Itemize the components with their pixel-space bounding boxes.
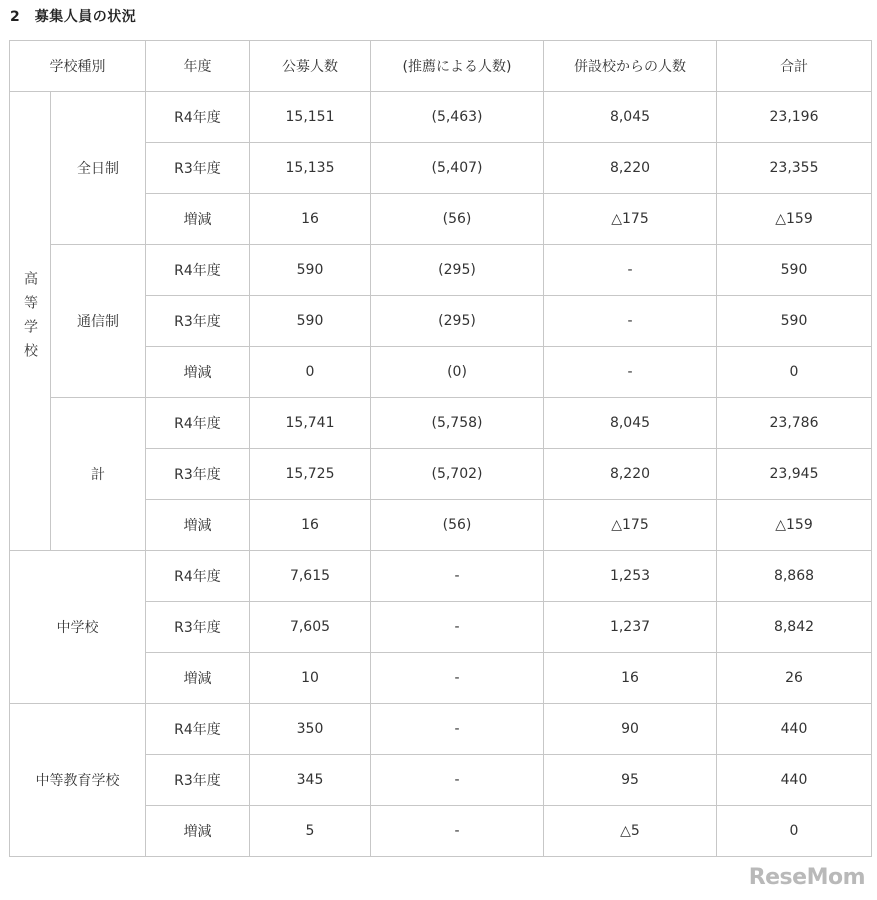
cell-total: △159 xyxy=(717,194,872,245)
cell-heisetsu: 16 xyxy=(544,653,717,704)
table-row xyxy=(10,704,872,755)
cell-total: 26 xyxy=(717,653,872,704)
cell-kobo: 16 xyxy=(250,194,371,245)
cell-year: 増減 xyxy=(146,347,250,398)
cell-kobo: 16 xyxy=(250,500,371,551)
cell-year: R4年度 xyxy=(146,704,250,755)
cell-kobo: 590 xyxy=(250,245,371,296)
cell-year: 増減 xyxy=(146,500,250,551)
cell-kobo: 10 xyxy=(250,653,371,704)
group-kei: 計 xyxy=(51,398,146,551)
cell-total: 590 xyxy=(717,245,872,296)
cell-total: 440 xyxy=(717,704,872,755)
cell-suisen: - xyxy=(371,755,544,806)
cell-heisetsu: 8,045 xyxy=(544,398,717,449)
cell-year: 増減 xyxy=(146,653,250,704)
cell-kobo: 350 xyxy=(250,704,371,755)
cell-suisen: (5,702) xyxy=(371,449,544,500)
header-school-type: 学校種別 xyxy=(10,41,146,92)
cell-kobo: 15,741 xyxy=(250,398,371,449)
cell-suisen: (56) xyxy=(371,194,544,245)
cell-suisen: - xyxy=(371,551,544,602)
cell-kobo: 7,605 xyxy=(250,602,371,653)
resemom-logo: ReseMom xyxy=(748,865,865,890)
cell-total: 0 xyxy=(717,806,872,857)
group-tsushin: 通信制 xyxy=(51,245,146,398)
cell-heisetsu: △175 xyxy=(544,500,717,551)
cell-kobo: 15,135 xyxy=(250,143,371,194)
header-year: 年度 xyxy=(146,41,250,92)
cell-kobo: 345 xyxy=(250,755,371,806)
cell-total: 23,786 xyxy=(717,398,872,449)
cell-kobo: 15,151 xyxy=(250,92,371,143)
cell-kobo: 7,615 xyxy=(250,551,371,602)
cell-suisen: (5,758) xyxy=(371,398,544,449)
cell-year: R3年度 xyxy=(146,143,250,194)
cell-heisetsu: 1,237 xyxy=(544,602,717,653)
cell-year: R3年度 xyxy=(146,755,250,806)
cell-heisetsu: 95 xyxy=(544,755,717,806)
cell-total: 8,868 xyxy=(717,551,872,602)
cell-kobo: 15,725 xyxy=(250,449,371,500)
cell-total: 440 xyxy=(717,755,872,806)
cell-year: R4年度 xyxy=(146,92,250,143)
header-row xyxy=(10,41,872,92)
group-chuto: 中等教育学校 xyxy=(10,704,146,857)
cell-heisetsu: △5 xyxy=(544,806,717,857)
table-row xyxy=(10,551,872,602)
cell-total: 23,196 xyxy=(717,92,872,143)
cell-suisen: (5,407) xyxy=(371,143,544,194)
cell-suisen: - xyxy=(371,704,544,755)
cell-kobo: 590 xyxy=(250,296,371,347)
cell-year: R3年度 xyxy=(146,449,250,500)
header-total: 合計 xyxy=(717,41,872,92)
cell-heisetsu: - xyxy=(544,347,717,398)
cell-suisen: (295) xyxy=(371,245,544,296)
table-row xyxy=(10,398,872,449)
cell-kobo: 0 xyxy=(250,347,371,398)
cell-suisen: - xyxy=(371,653,544,704)
cell-kobo: 5 xyxy=(250,806,371,857)
cell-suisen: (5,463) xyxy=(371,92,544,143)
group-zennichi: 全日制 xyxy=(51,92,146,245)
cell-suisen: - xyxy=(371,602,544,653)
cell-total: 0 xyxy=(717,347,872,398)
cell-year: R3年度 xyxy=(146,296,250,347)
cell-total: 8,842 xyxy=(717,602,872,653)
cell-heisetsu: 8,220 xyxy=(544,143,717,194)
cell-heisetsu: - xyxy=(544,296,717,347)
cell-year: 増減 xyxy=(146,194,250,245)
cell-heisetsu: △175 xyxy=(544,194,717,245)
header-heisetsu: 併設校からの人数 xyxy=(544,41,717,92)
header-kobo: 公募人数 xyxy=(250,41,371,92)
cell-year: R4年度 xyxy=(146,551,250,602)
cell-total: 590 xyxy=(717,296,872,347)
cell-total: 23,945 xyxy=(717,449,872,500)
table-row xyxy=(10,92,872,143)
cell-heisetsu: 8,045 xyxy=(544,92,717,143)
cell-suisen: - xyxy=(371,806,544,857)
cell-year: R4年度 xyxy=(146,398,250,449)
cell-suisen: (56) xyxy=(371,500,544,551)
group-high-school: 高等学校 xyxy=(10,92,51,551)
cell-suisen: (0) xyxy=(371,347,544,398)
cell-total: 23,355 xyxy=(717,143,872,194)
cell-heisetsu: 1,253 xyxy=(544,551,717,602)
cell-total: △159 xyxy=(717,500,872,551)
cell-suisen: (295) xyxy=(371,296,544,347)
section-heading: 2 募集人員の状況 xyxy=(10,9,137,25)
group-chugaku: 中学校 xyxy=(10,551,146,704)
recruitment-table xyxy=(9,40,872,857)
cell-heisetsu: 90 xyxy=(544,704,717,755)
table-row xyxy=(10,245,872,296)
cell-year: R4年度 xyxy=(146,245,250,296)
cell-heisetsu: 8,220 xyxy=(544,449,717,500)
cell-year: R3年度 xyxy=(146,602,250,653)
header-suisen: (推薦による人数) xyxy=(371,41,544,92)
cell-heisetsu: - xyxy=(544,245,717,296)
cell-year: 増減 xyxy=(146,806,250,857)
